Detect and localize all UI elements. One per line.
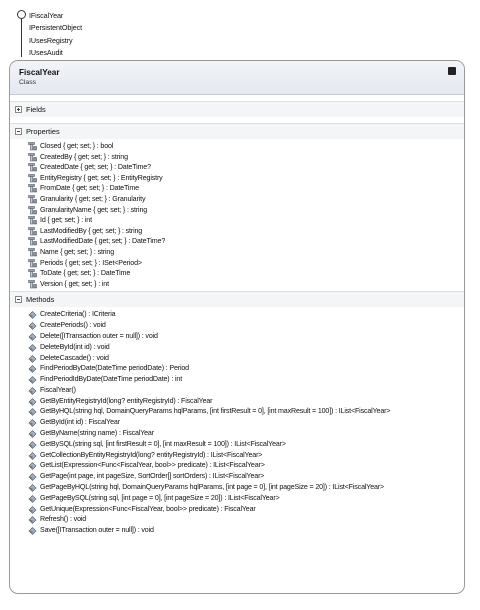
method-item[interactable]: [10, 439, 464, 450]
method-icon: [28, 343, 37, 352]
property-icon: [28, 195, 37, 204]
property-icon: [28, 174, 37, 183]
method-icon: [28, 418, 37, 427]
section-fields[interactable]: [10, 101, 464, 117]
method-item-signature: Save([ITransaction outer = null]) : void: [40, 526, 154, 535]
method-item[interactable]: [10, 396, 464, 407]
method-icon: [28, 483, 37, 492]
property-icon: [28, 153, 37, 162]
method-item-signature: GetPageByHQL(string hql, DomainQueryParams hqlParams, [int page = 0], [int pageSize = 20]) : IList<FiscalYear>: [40, 483, 385, 492]
property-item[interactable]: [10, 183, 464, 194]
method-item-signature: FindPeriodByDate(DateTime periodDate) : Period: [40, 364, 189, 373]
method-icon: [28, 472, 37, 481]
method-item-signature: GetUnique(Expression<Func<FiscalYear, bool>> predicate) : FiscalYear: [40, 504, 256, 513]
method-item[interactable]: [10, 428, 464, 439]
method-item[interactable]: [10, 353, 464, 364]
property-item[interactable]: [10, 279, 464, 290]
method-item-signature: GetByHQL(string hql, DomainQueryParams hqlParams, [int firstResult = 0], [int maxResult = 100]) : IList<FiscalYear>: [40, 407, 391, 416]
property-icon: [28, 248, 37, 257]
method-item-signature: GetList(Expression<Func<FiscalYear, bool>> predicate) : IList<FiscalYear>: [40, 461, 265, 470]
method-item[interactable]: [10, 363, 464, 374]
expand-icon[interactable]: [15, 106, 22, 113]
method-item[interactable]: [10, 493, 464, 504]
method-item-signature: DeleteById(int id) : void: [40, 342, 110, 351]
property-item-signature: FromDate { get; set; } : DateTime: [40, 184, 139, 193]
method-icon: [28, 451, 37, 460]
property-item[interactable]: [10, 205, 464, 216]
property-icon: [28, 259, 37, 268]
property-item[interactable]: [10, 258, 464, 269]
method-item-signature: FindPeriodIdByDate(DateTime periodDate) : int: [40, 375, 183, 384]
property-item-signature: LastModifiedDate { get; set; } : DateTime?: [40, 237, 166, 246]
property-item-signature: EntityRegistry { get; set; } : EntityRegistry: [40, 173, 163, 182]
interface-label: IPersistentObject: [29, 23, 83, 33]
method-icon: [28, 375, 37, 384]
property-list: [10, 139, 464, 291]
method-icon: [28, 461, 37, 470]
method-item[interactable]: [10, 471, 464, 482]
property-icon: [28, 184, 37, 193]
property-item[interactable]: [10, 152, 464, 163]
property-item-signature: ToDate { get; set; } : DateTime: [40, 269, 131, 278]
class-header: [10, 61, 464, 95]
method-item[interactable]: [10, 385, 464, 396]
method-item[interactable]: [10, 320, 464, 331]
property-item-signature: Id { get; set; } : int: [40, 216, 92, 225]
method-icon: [28, 364, 37, 373]
class-box: [9, 60, 465, 594]
collapse-class-icon[interactable]: [448, 67, 456, 75]
property-item[interactable]: [10, 141, 464, 152]
method-item-signature: GetPage(int page, int pageSize, SortOrder[] sortOrders) : IList<FiscalYear>: [40, 472, 265, 481]
method-item[interactable]: [10, 514, 464, 525]
method-item-signature: GetPageBySQL(string sql, [int page = 0], [int pageSize = 20]) : IList<FiscalYear>: [40, 493, 280, 502]
property-item[interactable]: [10, 173, 464, 184]
property-icon: [28, 206, 37, 215]
section-properties-label: Properties: [26, 127, 60, 136]
method-item[interactable]: [10, 460, 464, 471]
method-item-signature: Refresh() : void: [40, 515, 87, 524]
method-item[interactable]: [10, 406, 464, 417]
method-icon: [28, 407, 37, 416]
section-fields-label: Fields: [26, 105, 46, 114]
property-item[interactable]: [10, 268, 464, 279]
property-item[interactable]: [10, 215, 464, 226]
property-icon: [28, 280, 37, 289]
method-item[interactable]: [10, 417, 464, 428]
method-item[interactable]: [10, 450, 464, 461]
property-item[interactable]: [10, 236, 464, 247]
property-item[interactable]: [10, 247, 464, 258]
method-item[interactable]: [10, 342, 464, 353]
section-methods-label: Methods: [26, 295, 55, 305]
interface-label: IUsesRegistry: [29, 35, 73, 45]
method-item-signature: GetById(int id) : FiscalYear: [40, 418, 120, 427]
method-item-signature: GetByEntityRegistryId(long? entityRegistryId) : FiscalYear: [40, 396, 213, 405]
property-item-signature: Name { get; set; } : string: [40, 247, 115, 256]
method-icon: [28, 332, 37, 341]
method-item-signature: CreatePeriods() : void: [40, 321, 106, 330]
property-item-signature: Granularity { get; set; } : Granularity: [40, 194, 146, 203]
section-methods[interactable]: [10, 291, 464, 307]
property-item[interactable]: [10, 194, 464, 205]
interface-list: [29, 10, 82, 60]
method-item-signature: CreateCriteria() : ICriteria: [40, 310, 116, 319]
method-item[interactable]: [10, 309, 464, 320]
property-icon: [28, 163, 37, 172]
method-item-signature: FiscalYear(): [40, 385, 76, 394]
property-item-signature: CreatedDate { get; set; } : DateTime?: [40, 163, 151, 172]
method-item[interactable]: [10, 482, 464, 493]
class-kind: Class: [19, 79, 36, 86]
method-icon: [28, 397, 37, 406]
method-icon: [28, 310, 37, 319]
property-item-signature: GranularityName { get; set; } : string: [40, 205, 148, 214]
method-icon: [28, 386, 37, 395]
interface-connector: [21, 19, 22, 57]
method-icon: [28, 505, 37, 514]
property-icon: [28, 142, 37, 151]
property-item-signature: Periods { get; set; } : ISet<Period>: [40, 258, 142, 267]
method-item[interactable]: [10, 504, 464, 515]
method-item-signature: GetCollectionByEntityRegistryId(long? entityRegistryId) : IList<FiscalYear>: [40, 450, 263, 459]
method-item-signature: DeleteCascade() : void: [40, 353, 109, 362]
property-icon: [28, 269, 37, 278]
interface-lollipop-icon: [17, 10, 26, 19]
method-icon: [28, 526, 37, 535]
property-icon: [28, 237, 37, 246]
property-item-signature: CreatedBy { get; set; } : string: [40, 152, 128, 161]
method-icon: [28, 429, 37, 438]
method-icon: [28, 515, 37, 524]
method-item-signature: Delete([ITransaction outer = null]) : void: [40, 331, 158, 340]
method-icon: [28, 321, 37, 330]
property-item[interactable]: [10, 162, 464, 173]
method-list: [10, 307, 464, 538]
method-item[interactable]: [10, 331, 464, 342]
property-icon: [28, 216, 37, 225]
method-icon: [28, 440, 37, 449]
method-item-signature: GetBySQL(string sql, [int firstResult = 0], [int maxResult = 100]) : IList<FiscalYear>: [40, 439, 286, 448]
section-properties[interactable]: [10, 123, 464, 139]
class-name: FiscalYear: [19, 68, 60, 77]
property-item[interactable]: [10, 226, 464, 237]
method-icon: [28, 354, 37, 363]
method-item[interactable]: [10, 374, 464, 385]
property-icon: [28, 227, 37, 236]
property-item-signature: Closed { get; set; } : bool: [40, 142, 114, 150]
collapse-icon[interactable]: [15, 296, 22, 303]
method-item[interactable]: [10, 525, 464, 536]
interface-label: IFiscalYear: [29, 11, 64, 20]
property-item-signature: Version { get; set; } : int: [40, 279, 109, 288]
method-icon: [28, 494, 37, 503]
method-item-signature: GetByName(string name) : FiscalYear: [40, 429, 154, 438]
property-item-signature: LastModifiedBy { get; set; } : string: [40, 226, 143, 235]
interface-label: IUsesAudit: [29, 48, 63, 58]
collapse-icon[interactable]: [15, 128, 22, 135]
